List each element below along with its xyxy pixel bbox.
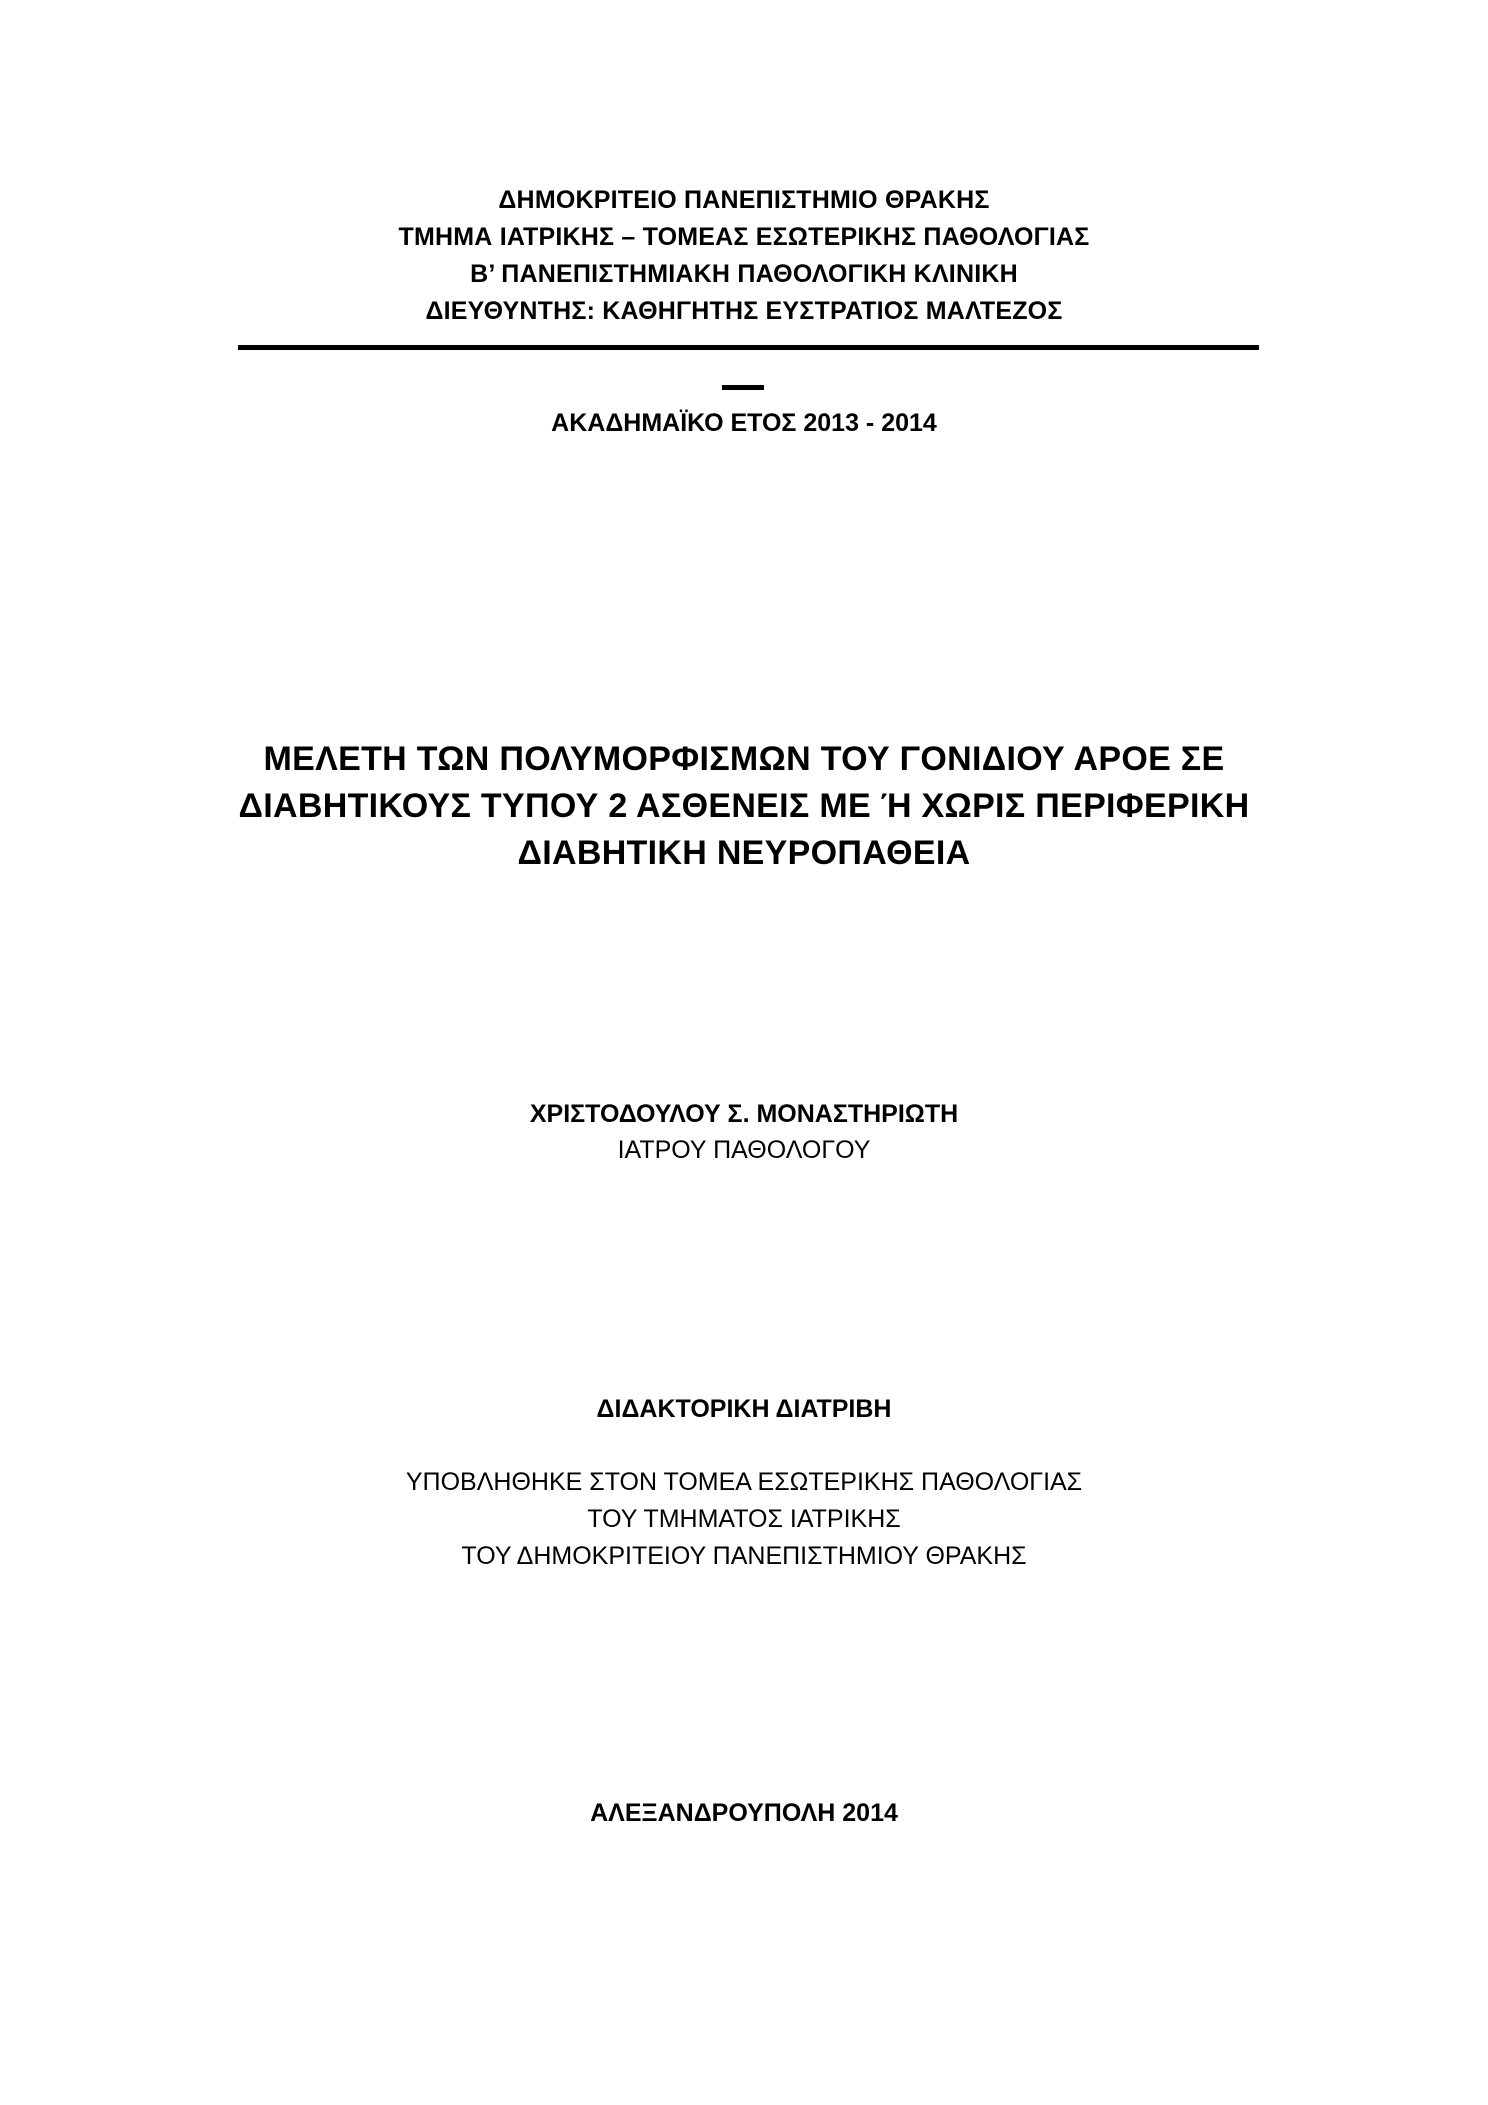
short-dash-divider: [722, 385, 764, 390]
director-name: ΔΙΕΥΘΥΝΤΗΣ: ΚΑΘΗΓΗΤΗΣ ΕΥΣΤΡΑΤΙΟΣ ΜΑΛΤΕΖΟΣ: [425, 297, 1063, 325]
author-name: ΧΡΙΣΤΟΔΟΥΛΟΥ Σ. ΜΟΝΑΣΤΗΡΙΩΤΗ: [529, 1100, 959, 1128]
institution-header: [0, 182, 1488, 330]
submission-statement: [0, 1464, 1488, 1575]
place-and-year: ΑΛΕΞΑΝΔΡΟΥΠΟΛΗ 2014: [590, 1799, 898, 1827]
university-name: ΔΗΜΟΚΡΙΤΕΙΟ ΠΑΝΕΠΙΣΤΗΜΙΟ ΘΡΑΚΗΣ: [498, 186, 990, 214]
department-name: ΤΜΗΜΑ ΙΑΤΡΙΚΗΣ – ΤΟΜΕΑΣ ΕΣΩΤΕΡΙΚΗΣ ΠΑΘΟΛΟΓΙΑΣ: [398, 223, 1090, 251]
degree-type: ΔΙΔΑΚΤΟΡΙΚΗ ΔΙΑΤΡΙΒΗ: [596, 1395, 892, 1423]
header-divider: [238, 345, 1259, 350]
thesis-title-line: ΜΕΛΕΤΗ ΤΩΝ ΠΟΛΥΜΟΡΦΙΣΜΩΝ ΤΟΥ ΓΟΝΙΔΙΟΥ ΑΡΟΕ ΣΕ: [263, 740, 1225, 778]
author-role: ΙΑΤΡΟΥ ΠΑΘΟΛΟΓΟΥ: [617, 1136, 871, 1164]
thesis-title: [0, 736, 1488, 877]
submission-line: ΤΟΥ ΤΜΗΜΑΤΟΣ ΙΑΤΡΙΚΗΣ: [587, 1505, 901, 1533]
author-block: [0, 1096, 1488, 1168]
thesis-title-line: ΔΙΑΒΗΤΙΚΟΥΣ ΤΥΠΟΥ 2 ΑΣΘΕΝΕΙΣ ΜΕ Ή ΧΩΡΙΣ ΠΕΡΙΦΕΡΙΚΗ: [238, 787, 1250, 825]
clinic-name: Β’ ΠΑΝΕΠΙΣΤΗΜΙΑΚΗ ΠΑΘΟΛΟΓΙΚΗ ΚΛΙΝΙΚΗ: [470, 260, 1018, 288]
thesis-title-line: ΔΙΑΒΗΤΙΚΗ ΝΕΥΡΟΠΑΘΕΙΑ: [517, 834, 971, 872]
submission-line: ΤΟΥ ΔΗΜΟΚΡΙΤΕΙΟΥ ΠΑΝΕΠΙΣΤΗΜΙΟΥ ΘΡΑΚΗΣ: [461, 1542, 1027, 1570]
submission-line: ΥΠΟΒΛΗΘΗΚΕ ΣΤΟΝ ΤΟΜΕΑ ΕΣΩΤΕΡΙΚΗΣ ΠΑΘΟΛΟΓΙΑΣ: [405, 1468, 1083, 1496]
academic-year: ΑΚΑΔΗΜΑΪΚΟ ΕΤΟΣ 2013 - 2014: [551, 409, 937, 437]
